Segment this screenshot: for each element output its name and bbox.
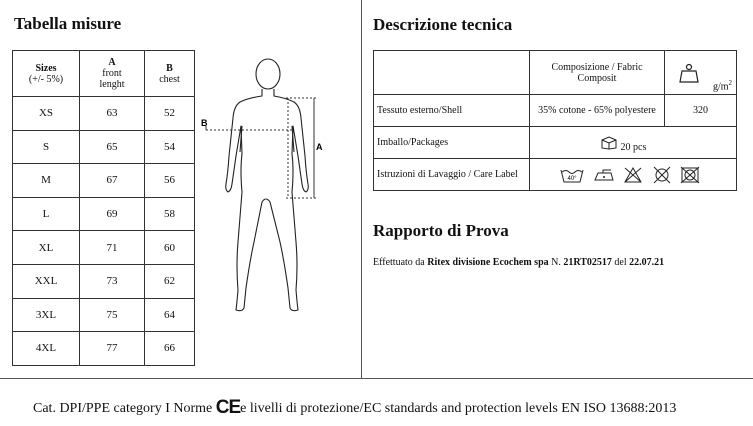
size-cell: 4XL (13, 332, 80, 366)
a-cell: 77 (80, 332, 145, 366)
figure-head (256, 59, 280, 89)
header-sizes-note: (+/- 5%) (28, 73, 64, 85)
b-cell: 58 (145, 197, 195, 231)
body-measurement-figure (196, 52, 331, 322)
size-cell: L (13, 197, 80, 231)
size-cell: XS (13, 97, 80, 131)
a-cell: 69 (80, 197, 145, 231)
header-a (80, 51, 145, 97)
weight-icon (678, 62, 700, 84)
table-row (13, 332, 195, 366)
table-row (13, 197, 195, 231)
b-cell: 52 (145, 97, 195, 131)
svg-text:40°: 40° (567, 175, 577, 182)
weight-unit: $g/m^2$ (712, 78, 732, 92)
table-row (13, 264, 195, 298)
figure-label-a: A (316, 142, 323, 152)
packaging-label: Imballo/Packages (374, 127, 530, 159)
table-row (13, 130, 195, 164)
figure-label-b: B (201, 118, 208, 128)
a-cell: 71 (80, 231, 145, 265)
header-sizes (13, 51, 80, 97)
tech-table (373, 50, 737, 191)
ce-mark: CE (215, 397, 241, 418)
footer-after: e livelli di protezione/EC standards and protection levels EN ISO 13688:2013 (240, 401, 677, 416)
header-a-letter: A (108, 57, 116, 68)
tech-title: Descrizione tecnica (373, 15, 513, 34)
header-a-label: front lenght (99, 68, 125, 90)
table-row (13, 164, 195, 198)
report-line: Effettuato da Ritex divisione Ecochem spa N. 21RT02517 del 22.07.21 (373, 257, 665, 268)
table-row (13, 231, 195, 265)
packaging-value: 20 pcs (620, 141, 647, 153)
b-cell: 54 (145, 130, 195, 164)
a-cell: 67 (80, 164, 145, 198)
report-title: Rapporto di Prova (373, 221, 509, 240)
size-cell: XL (13, 231, 80, 265)
footer-divider (0, 378, 753, 379)
iron-icon (593, 167, 615, 183)
no-bleach-icon (623, 166, 643, 184)
care-label: Istruzioni di Lavaggio / Care Label (374, 159, 530, 191)
b-cell: 64 (145, 298, 195, 332)
size-cell: XXL (13, 264, 80, 298)
header-b-label: chest (159, 73, 180, 85)
packaging-cell (530, 127, 737, 159)
shell-composition: 35% cotone - 65% polyestere (530, 95, 665, 127)
box-icon (600, 136, 618, 150)
shell-weight: 320 (665, 95, 737, 127)
a-cell: 65 (80, 130, 145, 164)
no-tumble-dry-icon (680, 166, 700, 184)
report-number: 21RT02517 (563, 257, 612, 268)
footer-before: Cat. DPI/PPE category I Norme (33, 401, 213, 416)
figure-body-outline (226, 89, 309, 311)
a-cell: 63 (80, 97, 145, 131)
header-sizes-label: Sizes (35, 62, 57, 74)
report-lab: Ritex divisione Ecochem spa (427, 257, 549, 268)
b-cell: 62 (145, 264, 195, 298)
table-row (13, 97, 195, 131)
header-b (145, 51, 195, 97)
size-chart-title: Tabella misure (14, 14, 122, 33)
composition-header: Composizione / Fabric Composit (530, 51, 665, 95)
column-divider (361, 0, 362, 378)
header-b-letter: B (166, 62, 173, 74)
care-symbols (530, 159, 737, 191)
size-cell: S (13, 130, 80, 164)
size-table (12, 50, 195, 366)
b-cell: 60 (145, 231, 195, 265)
size-cell: 3XL (13, 298, 80, 332)
a-cell: 73 (80, 264, 145, 298)
b-cell: 56 (145, 164, 195, 198)
wash-40-icon (560, 167, 584, 183)
size-cell: M (13, 164, 80, 198)
table-row (13, 298, 195, 332)
footer-text (33, 397, 676, 419)
report-date: 22.07.21 (629, 257, 665, 268)
shell-label: Tessuto esterno/Shell (374, 95, 530, 127)
b-cell: 66 (145, 332, 195, 366)
a-cell: 75 (80, 298, 145, 332)
weight-header (665, 51, 737, 95)
no-dry-clean-icon (652, 166, 672, 184)
